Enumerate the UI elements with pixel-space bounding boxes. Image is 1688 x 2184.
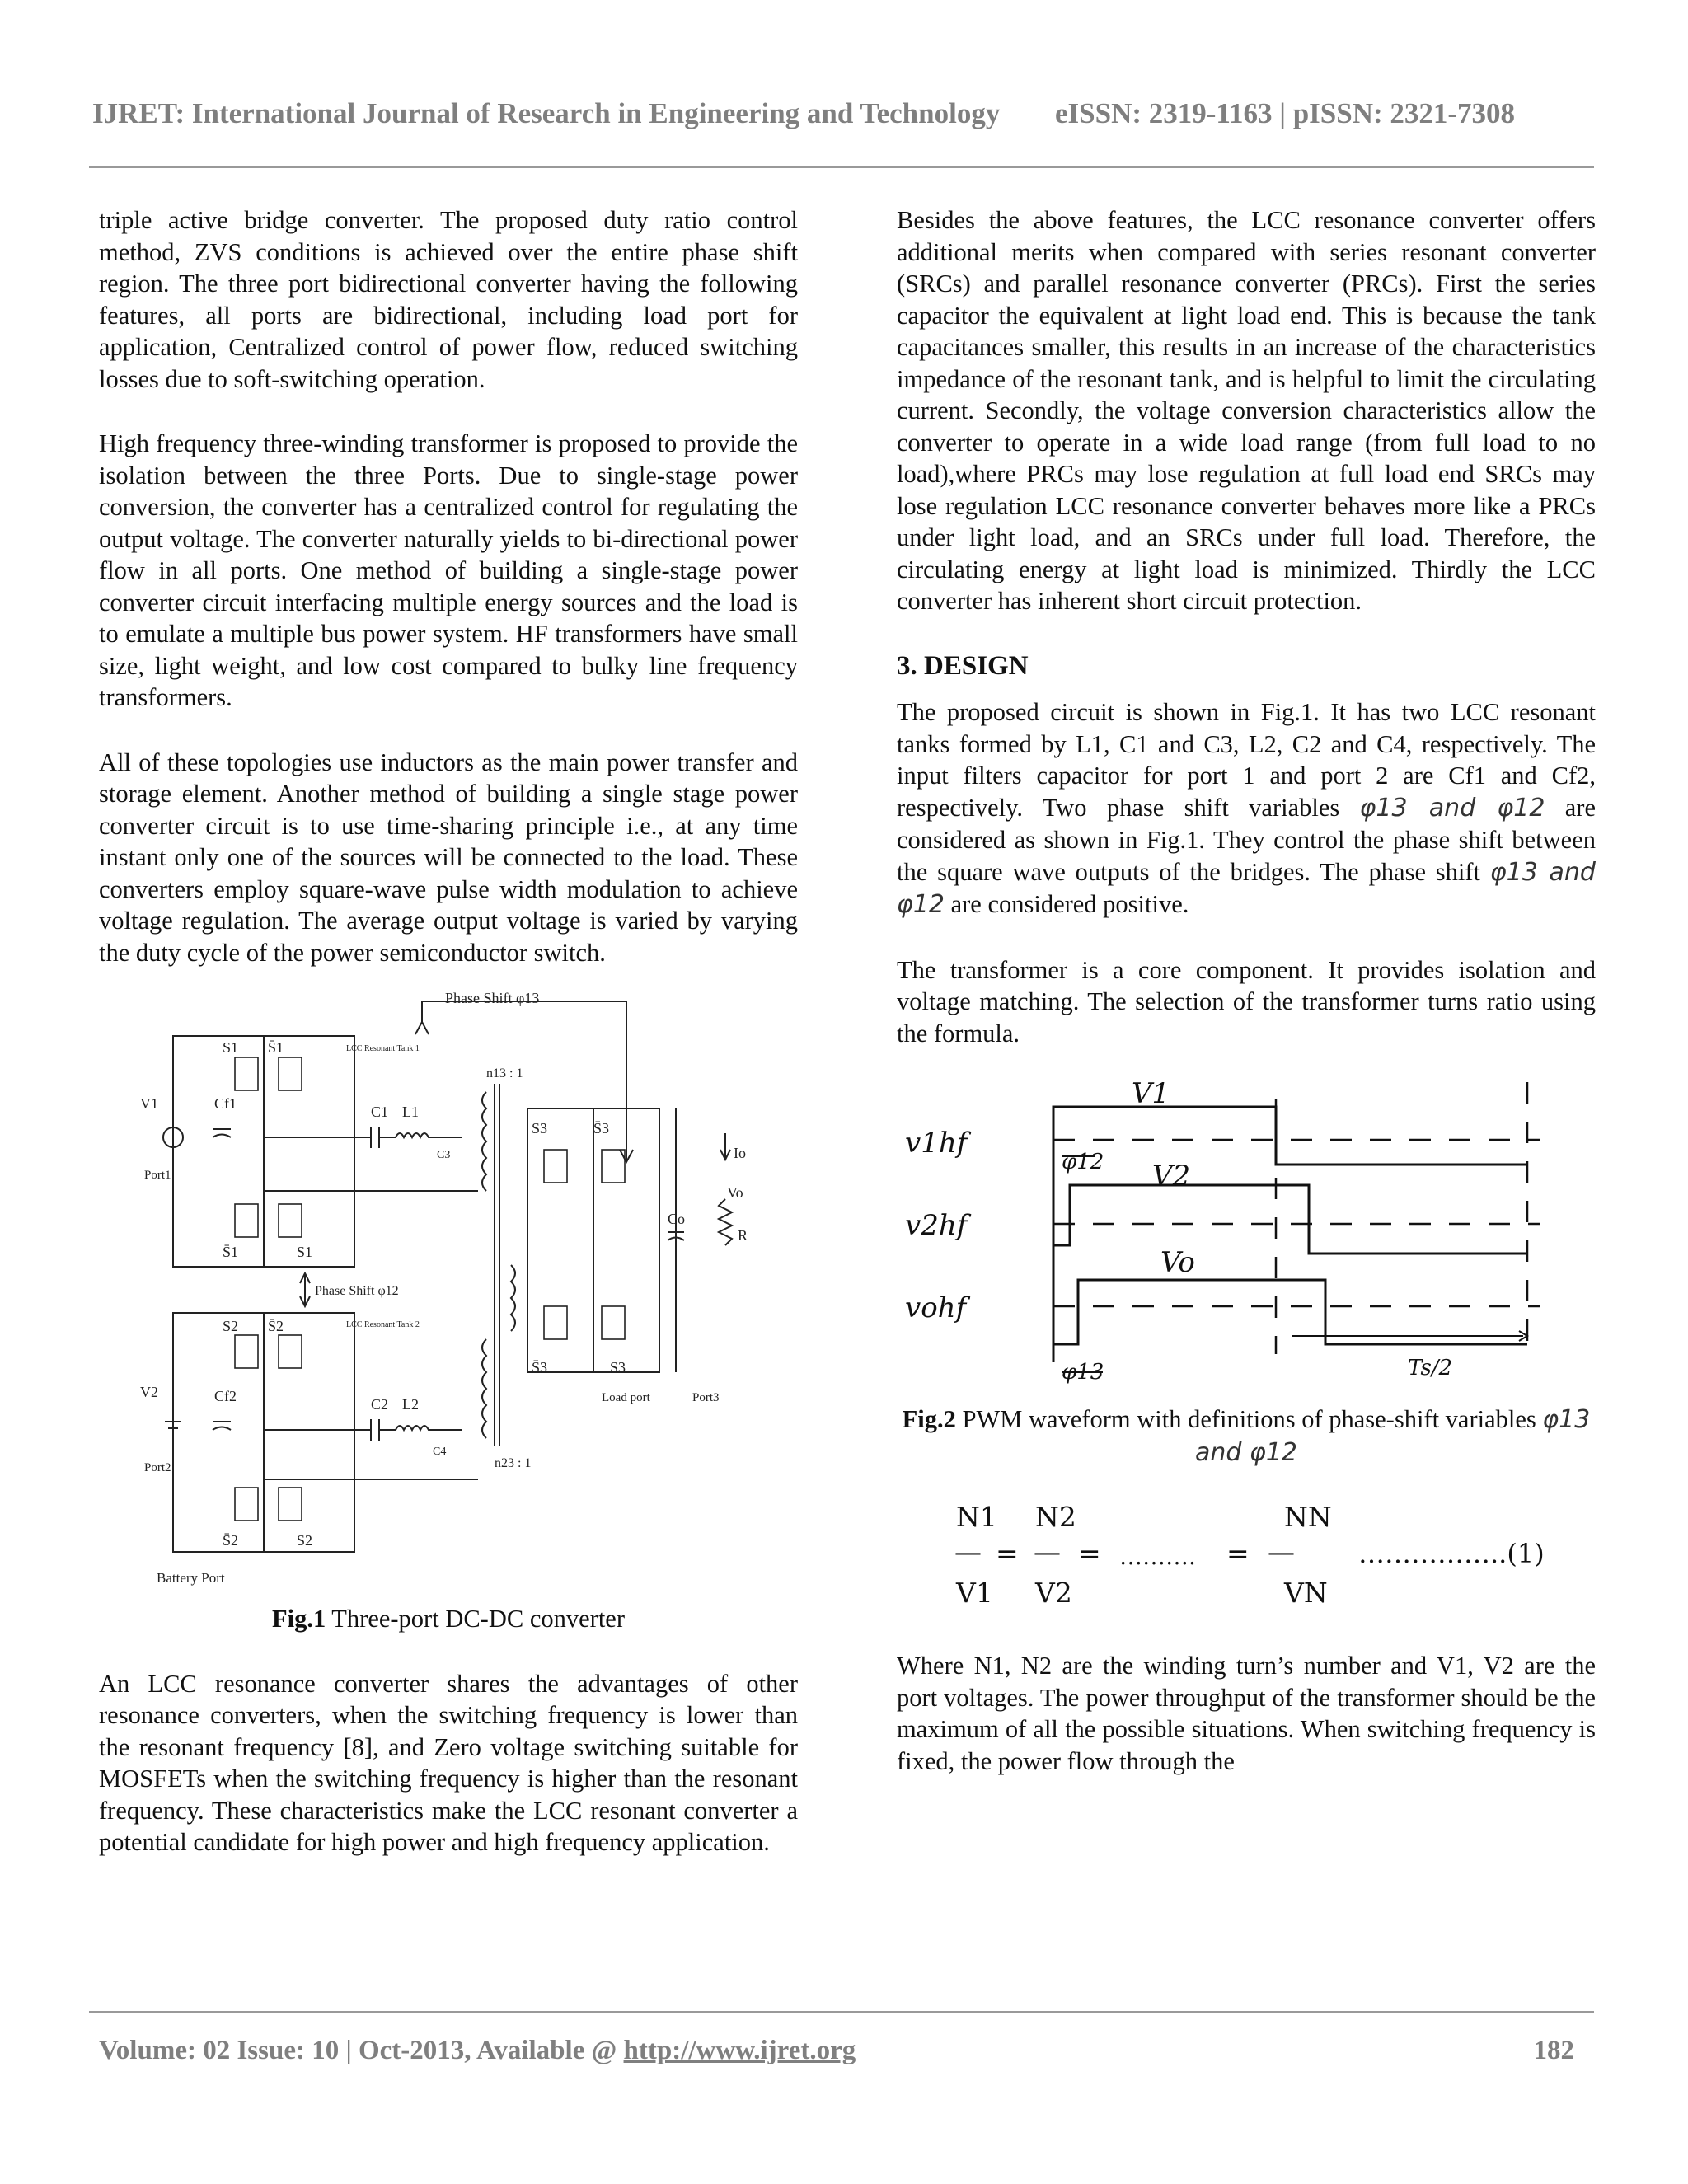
journal-title: IJRET: International Journal of Research in Engineering and Technology (92, 97, 1001, 129)
section-title: 3. DESIGN (897, 650, 1029, 681)
right-column (897, 204, 1596, 1810)
header-rule (89, 166, 1594, 168)
phi-variables: φ13 and φ12 (1195, 1405, 1591, 1467)
label-s2: S2 (223, 1318, 239, 1334)
label-vo: Vo (727, 1184, 743, 1201)
label-c4: C4 (433, 1446, 447, 1458)
label-cf2: Cf2 (214, 1388, 237, 1404)
fig1-label: Fig.1 (271, 1605, 326, 1633)
label-c2: C2 (371, 1396, 389, 1413)
label-n13: n13 : 1 (486, 1066, 523, 1080)
phi-variables: φ13 and φ12 (1359, 793, 1545, 823)
label-s1-low: S1 (297, 1244, 313, 1260)
label-s1bar-low: S̄1 (223, 1244, 239, 1260)
label-phase-shift-12: Phase Shift φ12 (315, 1284, 399, 1298)
label-vohf: vohf (905, 1291, 967, 1324)
label-s3-low: S3 (610, 1359, 626, 1376)
label-s2-low: S2 (297, 1532, 313, 1549)
issn: eISSN: 2319-1163 | pISSN: 2321-7308 (1055, 97, 1516, 129)
label-tank2: LCC Resonant Tank 2 (346, 1320, 420, 1329)
label-port2: Port2 (144, 1461, 171, 1474)
label-s2bar: S̄2 (268, 1318, 284, 1334)
fig1-caption-text: Three-port DC-DC converter (326, 1605, 625, 1633)
label-v1hf: v1hf (905, 1127, 968, 1160)
eq-n2: N2 (1035, 1501, 1076, 1533)
label-s3bar: S̄3 (593, 1120, 610, 1137)
paragraph: triple active bridge converter. The proposed duty ratio control method, ZVS conditions is achieved over the entire phase shift region. The three port bidirectional converter having the following features, all ports are bidirectional, including load port for application, Centralized control of power flow, reduced switching losses due to soft-switching operation. (99, 206, 798, 393)
label-v2: V2 (140, 1384, 158, 1400)
label-r: R (738, 1227, 748, 1244)
phi-variables: φ13 and φ12 (897, 857, 1596, 919)
paragraph: An LCC resonance converter shares the advantages of other resonance converters, when the switching frequency is lower than the resonant frequency [8], and Zero voltage switching suitable for MOSFETs when the switching frequency is higher than the resonant frequency. These characteristics make the LCC resonant converter a potential candidate for high power and high frequency application. (99, 1669, 798, 1856)
label-ts2: Ts/2 (1408, 1356, 1453, 1380)
fig2-caption (897, 1404, 1596, 1469)
label-port1: Port1 (144, 1169, 171, 1182)
label-load-port: Load port (602, 1391, 650, 1404)
label-c1: C1 (371, 1104, 389, 1120)
fig1-circuit-diagram (99, 985, 798, 1586)
paragraph: Where N1, N2 are the winding turn’s number and V1, V2 are the port voltages. The power throughput of the transformer should be the maximum of all the possible situations. When switching frequency is fixed, the power flow through the (897, 1652, 1596, 1775)
eq-number: ……………..(1) (1358, 1538, 1545, 1569)
label-cf1: Cf1 (214, 1095, 237, 1112)
paragraph: The transformer is a core component. It provides isolation and voltage matching. The selection of the transformer turns ratio using the formula. (897, 955, 1596, 1047)
eq-equals: = (1226, 1537, 1250, 1569)
label-co: Co (668, 1211, 686, 1227)
eq-vn: VN (1284, 1577, 1328, 1609)
footer-link[interactable]: http://www.ijret.org (623, 2036, 856, 2065)
label-Vo: Vo (1160, 1246, 1195, 1279)
eq-v1: V1 (956, 1577, 993, 1609)
footer-rule (89, 2011, 1594, 2013)
label-l1: L1 (402, 1104, 419, 1120)
paragraph: The proposed circuit is shown in Fig.1. It has two LCC resonant tanks formed by L1, C1 and C3, L2, C2 and C4, respectively. The input filters capacitor for port 1 and port 2 are Cf1 and Cf2, respectively. Two phase shift variables φ13 and φ12 are considered as shown in Fig.1. They control the phase shift between the square wave outputs of the bridges. The phase shift φ13 and φ12 are considered positive. (897, 698, 1596, 919)
left-column (99, 204, 798, 1891)
eq-nn: NN (1284, 1501, 1332, 1533)
label-s1bar: S̄1 (268, 1039, 284, 1056)
label-c3: C3 (437, 1149, 451, 1161)
equation-1: N1 N2 NN — = — = ………. = — ……………..(1) V1 V2 VN (954, 1501, 1545, 1609)
label-port3: Port3 (692, 1391, 720, 1404)
footer (99, 2036, 1574, 2066)
label-io: Io (734, 1145, 746, 1161)
fig2-label: Fig.2 (902, 1405, 956, 1433)
label-s3bar-low: S̄3 (532, 1359, 548, 1376)
footer-volume: Volume: 02 Issue: 10 | Oct-2013, Available @ (99, 2036, 624, 2065)
label-s2bar-low: S̄2 (223, 1532, 239, 1549)
paragraph: All of these topologies use inductors as the main power transfer and storage element. Another method of building a single stage power converter circuit is to use time-sharing principle i.e., at any time instant only one of the sources will be connected to the load. These converters employ square-wave pulse width modulation to achieve voltage regulation. The average output voltage is varied by varying the duty cycle of the power semiconductor switch. (99, 748, 798, 967)
fig1-caption (99, 1603, 798, 1635)
label-phi13: φ13 (1062, 1360, 1104, 1385)
label-battery-port: Battery Port (157, 1570, 225, 1586)
fig2-caption-text: PWM waveform with definitions of phase-shift variables (955, 1405, 1543, 1433)
paragraph: High frequency three-winding transformer is proposed to provide the isolation between the three Ports. Due to single-stage power conversion, the converter has a centralized control for regulating the output voltage. The converter naturally yields to bi-directional power flow in all ports. One method of building a single-stage power converter circuit interfacing multiple energy sources and the load is to emulate a multiple bus power system. HF transformers have small size, light weight, and low cost compared to bulky line frequency transformers. (99, 429, 798, 711)
fig2-waveform (897, 1066, 1596, 1395)
label-v2hf: v2hf (905, 1209, 968, 1242)
label-s3: S3 (532, 1120, 548, 1137)
eq-v2: V2 (1035, 1577, 1072, 1609)
label-phase-shift-13: Phase Shift φ13 (445, 990, 540, 1006)
label-phi12: φ12 (1062, 1150, 1104, 1174)
label-s1: S1 (223, 1039, 239, 1056)
page-number: 182 (1533, 2036, 1574, 2065)
label-n23: n23 : 1 (495, 1456, 532, 1470)
paragraph: Besides the above features, the LCC resonance converter offers additional merits when compared with series resonant converter (SRCs) and parallel resonance converter (PRCs). First the series capacitor the equivalent at light load end. This is because the tank capacitances smaller, this results in an increase of the characteristics impedance of the resonant tank, and is helpful to limit the circulating current. Secondly, the voltage conversion characteristics allow the converter to operate in a wide load range (from full load to no load),where PRCs may lose regulation at full load end SRCs may lose regulation LCC resonance converter behaves more like a PRCs under light load, and an SRCs under full load. Therefore, the circulating energy at light load is minimized. Thirdly the LCC converter has inherent short circuit protection. (897, 206, 1596, 615)
label-tank1: LCC Resonant Tank 1 (346, 1044, 420, 1053)
eq-dots: ………. (1119, 1543, 1196, 1570)
eq-n1: N1 (956, 1501, 997, 1533)
label-v1: V1 (140, 1095, 158, 1112)
label-l2: L2 (402, 1396, 419, 1413)
eq-equals: = (996, 1537, 1019, 1569)
eq-equals: = (1078, 1537, 1101, 1569)
label-V1: V1 (1132, 1077, 1170, 1110)
running-header (92, 97, 1592, 130)
label-V2: V2 (1152, 1160, 1191, 1193)
